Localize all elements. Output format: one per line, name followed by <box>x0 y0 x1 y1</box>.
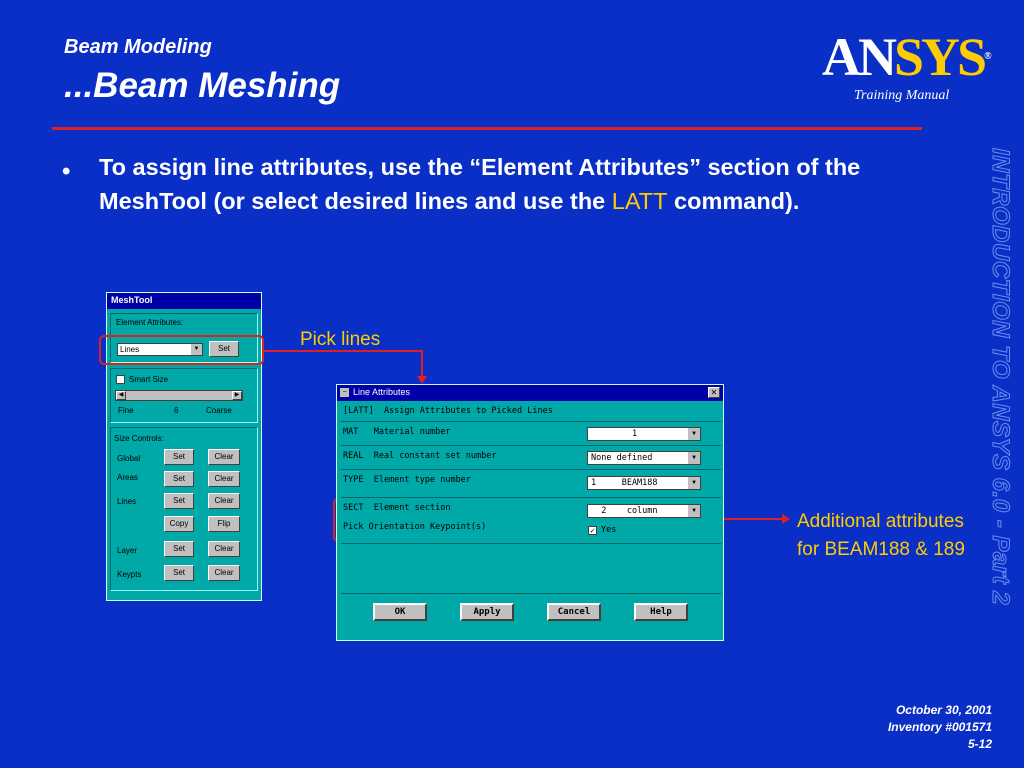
arrow-right-icon <box>782 514 790 524</box>
divider <box>341 593 721 594</box>
footer-inventory: Inventory #001571 <box>887 720 992 734</box>
sect-label: SECT Element section <box>343 503 451 513</box>
chevron-down-icon: ▼ <box>688 505 700 517</box>
keypts-label: Keypts <box>117 570 142 579</box>
pick-arrow-line <box>264 350 423 352</box>
type-select[interactable]: 1 BEAM188 ▼ <box>587 476 701 490</box>
keypts-clear-button[interactable]: Clear <box>208 565 240 581</box>
chevron-down-icon: ▼ <box>688 428 700 440</box>
size-controls-label: Size Controls: <box>114 434 164 443</box>
additional-attributes-callout: Additional attributes for BEAM188 & 189 <box>797 511 965 560</box>
slide-title: ...Beam Meshing <box>64 66 341 105</box>
pick-arrow-line-down <box>421 350 423 377</box>
attributes-set-button[interactable]: Set <box>209 341 239 357</box>
line-attributes-dialog <box>336 384 724 641</box>
slide-subtitle: Beam Modeling <box>64 36 212 58</box>
help-button[interactable]: Help <box>634 603 688 621</box>
flip-button[interactable]: Flip <box>208 516 240 532</box>
element-attributes-label: Element Attributes: <box>116 318 184 327</box>
divider <box>341 497 721 498</box>
real-select[interactable]: None defined ▼ <box>587 451 701 465</box>
system-menu-icon[interactable]: − <box>340 388 349 397</box>
sect-select[interactable]: 2 column ▼ <box>587 504 701 518</box>
keypts-set-button[interactable]: Set <box>164 565 194 581</box>
areas-set-button[interactable]: Set <box>164 471 194 487</box>
layer-label: Layer <box>117 546 138 555</box>
footer-date: October 30, 2001 <box>895 703 992 717</box>
apply-button[interactable]: Apply <box>460 603 514 621</box>
smart-size-label: Smart Size <box>129 375 169 384</box>
global-set-button[interactable]: Set <box>164 449 194 465</box>
lines-highlight <box>99 335 264 365</box>
training-manual-label: Training Manual <box>854 88 950 103</box>
header-divider <box>52 127 922 130</box>
cancel-button[interactable]: Cancel <box>547 603 601 621</box>
chevron-down-icon: ▼ <box>688 452 700 464</box>
element-attributes-select[interactable]: Lines ▼ <box>117 343 203 356</box>
layer-set-button[interactable]: Set <box>164 541 194 557</box>
footer-page: 5-12 <box>967 737 992 751</box>
pick-lines-callout: Pick lines <box>300 329 381 350</box>
areas-label: Areas <box>117 473 138 482</box>
bullet-text: To assign line attributes, use the “Element Attributes” section of the MeshTool (or select desired lines and use the LATT command). <box>99 154 861 214</box>
latt-command: LATT <box>611 188 668 214</box>
slider-value: 6 <box>174 406 179 415</box>
line-attributes-titlebar[interactable]: − Line Attributes ✕ <box>337 385 723 401</box>
close-icon[interactable]: ✕ <box>708 387 720 398</box>
latt-header: [LATT] Assign Attributes to Picked Lines <box>343 406 553 416</box>
global-label: Global <box>117 454 141 463</box>
fine-label: Fine <box>118 406 134 415</box>
smart-size-checkbox[interactable] <box>116 375 125 384</box>
course-side-title: INTRODUCTION TO ANSYS 6.0 - Part 2 <box>987 148 1014 606</box>
copy-button[interactable]: Copy <box>164 516 194 532</box>
areas-clear-button[interactable]: Clear <box>208 471 240 487</box>
arrow-down-icon <box>417 376 427 384</box>
bullet-marker: • <box>62 158 71 185</box>
divider <box>341 543 721 544</box>
smart-size-slider[interactable] <box>115 390 243 401</box>
chevron-down-icon: ▼ <box>191 344 202 355</box>
divider <box>341 469 721 470</box>
orient-checkbox[interactable]: ✓ <box>588 526 597 535</box>
lines-label: Lines <box>117 497 137 506</box>
orient-label: Pick Orientation Keypoint(s) <box>343 522 487 532</box>
type-label: TYPE Element type number <box>343 475 471 485</box>
arrow-right-icon[interactable]: ▶ <box>232 391 242 400</box>
mat-select[interactable]: 1 ▼ <box>587 427 701 441</box>
ok-button[interactable]: OK <box>373 603 427 621</box>
divider <box>341 421 721 422</box>
lines-set-button[interactable]: Set <box>164 493 194 509</box>
layer-clear-button[interactable]: Clear <box>208 541 240 557</box>
real-label: REAL Real constant set number <box>343 451 497 461</box>
mat-label: MAT Material number <box>343 427 451 437</box>
global-clear-button[interactable]: Clear <box>208 449 240 465</box>
footer <box>760 702 992 753</box>
arrow-left-icon[interactable]: ◀ <box>116 391 126 400</box>
chevron-down-icon: ▼ <box>688 477 700 489</box>
coarse-label: Coarse <box>206 406 232 415</box>
ansys-logo: ANSYS® <box>822 27 992 87</box>
orient-value: Yes <box>601 525 617 535</box>
divider <box>341 445 721 446</box>
meshtool-titlebar[interactable]: MeshTool <box>107 293 261 309</box>
lines-clear-button[interactable]: Clear <box>208 493 240 509</box>
